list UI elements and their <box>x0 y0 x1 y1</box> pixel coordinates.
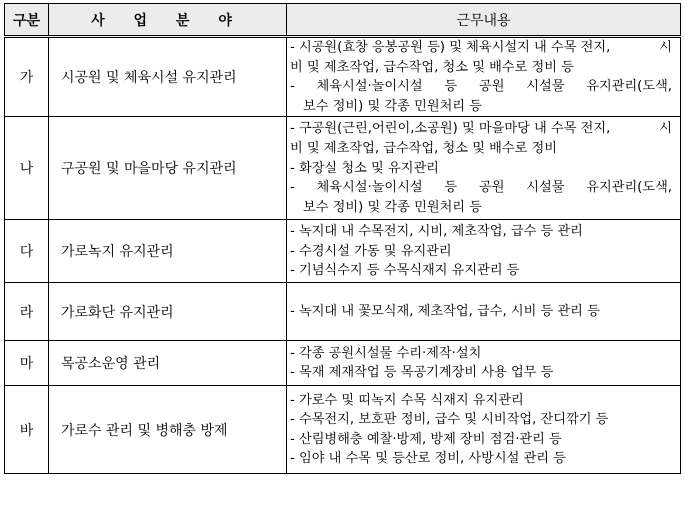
duty-text: - 수목전지, 보호판 정비, 급수 및 시비작업, 잔디깎기 등 <box>290 412 609 428</box>
duty-text: - 가로수 및 띠녹지 수목 식재지 유지관리 <box>290 392 524 408</box>
duty-text: - 체육시설·놀이시설 등 공원 시설물 유지관리(도색, <box>290 79 672 95</box>
row-category: 마 <box>5 341 49 386</box>
duty-line <box>290 344 680 364</box>
duty-text: 보수 정비) 및 각종 민원처리 등 <box>303 98 482 114</box>
row-category: 다 <box>5 220 49 283</box>
row-field: 시공원 및 체육시설 유지관리 <box>49 37 287 117</box>
duty-text: 비 및 제초작업, 급수작업, 청소 및 배수로 정비 등 <box>290 59 574 75</box>
duty-line <box>290 178 680 198</box>
duty-line <box>290 159 680 179</box>
duty-line <box>290 430 680 450</box>
duty-text: - 각종 공원시설물 수리·제작·설치 <box>290 345 482 361</box>
duty-line <box>290 449 680 469</box>
job-duties-table <box>4 3 681 474</box>
header-field: 사 업 분 야 <box>49 4 287 37</box>
header-category: 구분 <box>5 4 49 37</box>
row-field: 구공원 및 마을마당 유지관리 <box>49 117 287 220</box>
row-duties <box>287 386 681 474</box>
duty-line <box>290 38 680 58</box>
duty-text: - 수경시설 가동 및 유지관리 <box>290 243 452 259</box>
duty-text: 보수 정비) 및 각종 민원처리 등 <box>303 199 482 215</box>
table-body <box>5 37 681 474</box>
table-row <box>5 283 681 341</box>
duty-line <box>290 58 680 78</box>
row-category: 나 <box>5 117 49 220</box>
row-field: 가로수 관리 및 병해충 방제 <box>49 386 287 474</box>
duty-text-tail: 시 <box>659 121 672 137</box>
row-duties <box>287 117 681 220</box>
row-category: 바 <box>5 386 49 474</box>
duty-text: - 화장실 청소 및 유지관리 <box>290 160 439 176</box>
duty-line <box>290 261 680 281</box>
row-duties <box>287 37 681 117</box>
table-row <box>5 117 681 220</box>
duty-text-tail: 시 <box>659 40 672 55</box>
duty-line <box>290 302 680 322</box>
row-field: 가로녹지 유지관리 <box>49 220 287 283</box>
table-row <box>5 220 681 283</box>
duty-line <box>290 222 680 242</box>
duty-line <box>290 97 680 117</box>
row-category: 라 <box>5 283 49 341</box>
duty-text: - 산림병해충 예찰·방제, 방제 장비 점검·관리 등 <box>290 431 562 447</box>
row-duties <box>287 341 681 386</box>
table-header <box>5 4 681 37</box>
duty-text: - 임야 내 수목 및 등산로 정비, 사방시설 관리 등 <box>290 451 566 467</box>
header-row <box>5 4 681 37</box>
duty-line <box>290 363 680 383</box>
row-field: 가로화단 유지관리 <box>49 283 287 341</box>
duty-text: - 목재 제재작업 등 목공기계장비 사용 업무 등 <box>290 365 554 381</box>
row-category: 가 <box>5 37 49 117</box>
table-row <box>5 386 681 474</box>
duty-text: 비 및 제초작업, 급수작업, 청소 및 배수로 정비 <box>290 140 558 156</box>
header-duties: 근무내용 <box>287 4 681 37</box>
duty-line <box>290 77 680 97</box>
duty-line <box>290 198 680 218</box>
duty-line <box>290 119 680 139</box>
table-row <box>5 341 681 386</box>
duty-text: - 구공원(근린,어린이,소공원) 및 마을마당 내 수목 전지, <box>290 121 611 137</box>
row-duties <box>287 283 681 341</box>
duty-text: - 녹지대 내 수목전지, 시비, 제초작업, 급수 등 관리 <box>290 223 583 239</box>
duty-text: - 녹지대 내 꽃모식재, 제초작업, 급수, 시비 등 관리 등 <box>290 304 600 320</box>
duty-text: - 체육시설·놀이시설 등 공원 시설물 유지관리(도색, <box>290 180 672 196</box>
row-duties <box>287 220 681 283</box>
duty-line <box>290 242 680 262</box>
duty-text: - 기념식수지 등 수목식재지 유지관리 등 <box>290 263 520 279</box>
duty-line <box>290 139 680 159</box>
row-field: 목공소운영 관리 <box>49 341 287 386</box>
table-row <box>5 37 681 117</box>
duty-line <box>290 391 680 411</box>
duty-text: - 시공원(효창 응봉공원 등) 및 체육시설지 내 수목 전지, <box>290 40 611 55</box>
duty-line <box>290 410 680 430</box>
